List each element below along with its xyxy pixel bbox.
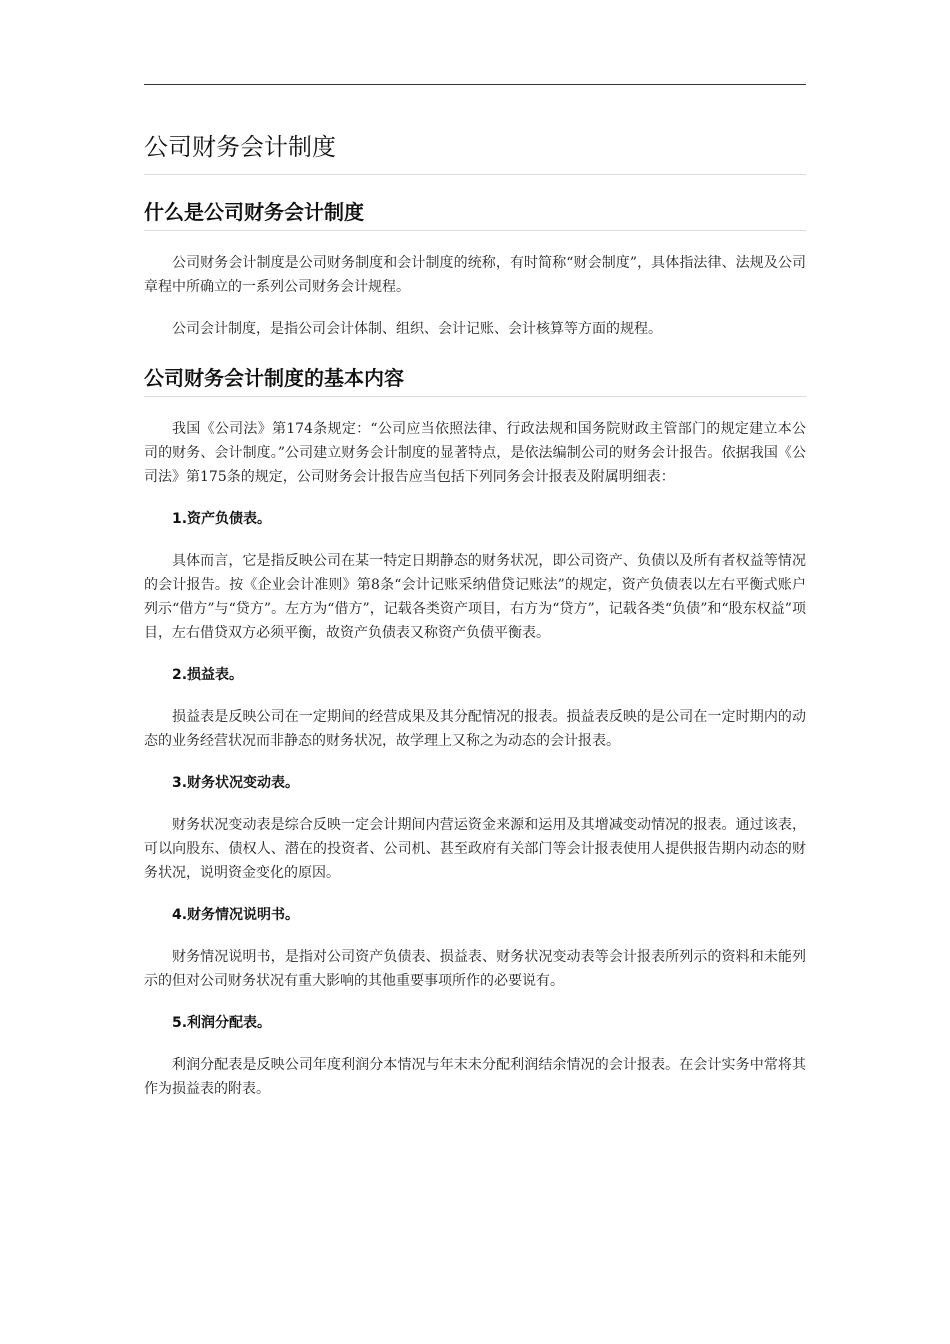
- item-text-balance-sheet: 具体而言，它是指反映公司在某一特定日期静态的财务状况，即公司资产、负债以及所有者权益等情况的会计报告。按《企业会计准则》第8条“会计记账采纳借贷记账法”的规定，资产负债表以左右平衡式账户列示“借方”与“贷方”。左方为“借方”，记载各类资产项目，右方为“贷方”，记载各类“负债”和“股东权益”项目，左右借贷双方必须平衡，故资产负债表又称资产负债平衡表。: [144, 553, 806, 641]
- item-text-changes-statement: 财务状况变动表是综合反映一定会计期间内营运资金来源和运用及其增减变动情况的报表。通过该表，可以向股东、债权人、潜在的投资者、公司机、甚至政府有关部门等会计报表使用人提供报告期内动态的财务状况，说明资金变化的原因。: [144, 817, 806, 881]
- top-rule: [144, 84, 806, 85]
- document-body: [144, 197, 806, 1119]
- section-basic-content: [144, 363, 806, 1101]
- title-divider: [144, 174, 806, 175]
- item-heading-balance-sheet: 1.资产负债表。: [172, 511, 272, 527]
- item-text-financial-notes: 财务情况说明书，是指对公司资产负债表、损益表、财务状况变动表等会计报表所列示的资料和未能列示的但对公司财务状况有重大影响的其他重要事项所作的必要说有。: [144, 949, 806, 989]
- section-heading: 公司财务会计制度的基本内容: [144, 363, 806, 397]
- section-heading: 什么是公司财务会计制度: [144, 197, 806, 231]
- page-title: 公司财务会计制度: [144, 133, 336, 161]
- item-heading-income-statement: 2.损益表。: [172, 667, 244, 683]
- paragraph-intro: 我国《公司法》第174条规定：“公司应当依照法律、行政法规和国务院财政主管部门的规定建立本公司的财务、会计制度。”公司建立财务会计制度的显著特点，是依法编制公司的财务会计报告。依据我国《公司法》第175条的规定，公司财务会计报告应当包括下列同务会计报表及附属明细表：: [144, 421, 806, 485]
- item-heading-changes-statement: 3.财务状况变动表。: [172, 775, 300, 791]
- paragraph: 公司会计制度，是指公司会计体制、组织、会计记账、会计核算等方面的规程。: [172, 321, 662, 337]
- item-heading-profit-distribution: 5.利润分配表。: [172, 1015, 272, 1031]
- paragraph: 公司财务会计制度是公司财务制度和会计制度的统称，有时简称“财会制度”，具体指法律、法规及公司章程中所确立的一系列公司财务会计规程。: [144, 255, 806, 295]
- section-definition: [144, 197, 806, 341]
- item-text-income-statement: 损益表是反映公司在一定期间的经营成果及其分配情况的报表。损益表反映的是公司在一定时期内的动态的业务经营状况而非静态的财务状况，故学理上又称之为动态的会计报表。: [144, 709, 806, 749]
- item-text-profit-distribution: 利润分配表是反映公司年度利润分本情况与年末未分配利润结余情况的会计报表。在会计实务中常将其作为损益表的附表。: [144, 1057, 806, 1097]
- item-heading-financial-notes: 4.财务情况说明书。: [172, 907, 300, 923]
